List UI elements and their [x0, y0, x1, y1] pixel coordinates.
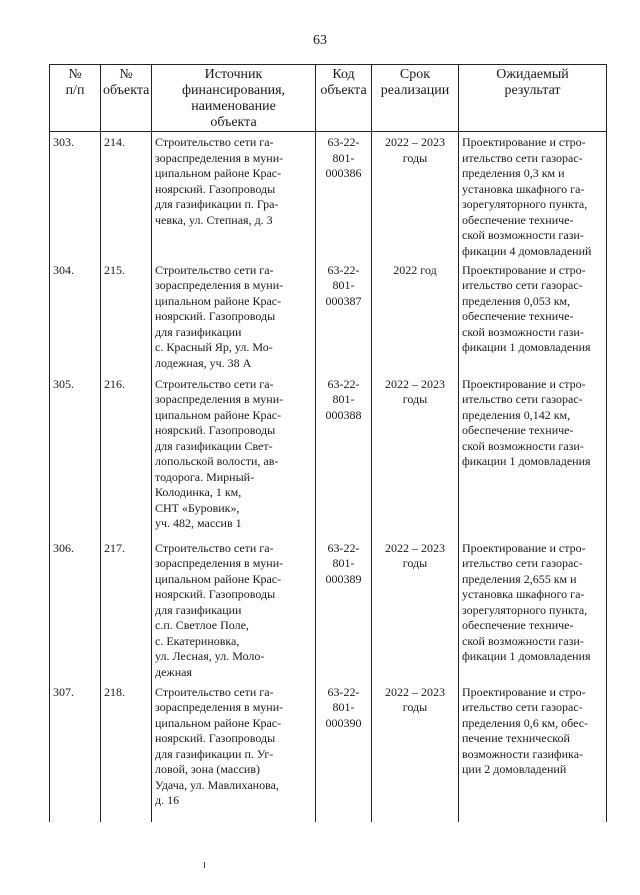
result-cell-line: обеспечение техниче- — [462, 212, 574, 227]
result-cell-line: установка шкафного га- — [462, 181, 585, 196]
object-code-cell-line: 801- — [332, 700, 355, 714]
term-cell-line: годы — [402, 392, 428, 406]
source-cell-line: Удача, ул. Мавлиханова, — [155, 777, 279, 792]
object-code-cell — [316, 132, 372, 260]
source-cell-line: зораспределения в муни- — [155, 278, 284, 292]
table-row — [50, 260, 607, 374]
object-code-cell-line: 801- — [332, 556, 355, 570]
object-code-cell-line: 801- — [332, 392, 355, 406]
result-cell-line: ительство сети газорас- — [462, 150, 583, 165]
source-cell-line: тодорога. Мирный- — [155, 469, 255, 484]
result-cell-line: пределения 0,3 км и — [462, 166, 565, 180]
result-cell-line: пределения 0,6 км, обес- — [462, 715, 589, 730]
table-row — [50, 682, 607, 822]
result-cell-line: ской возможности гази- — [462, 324, 584, 339]
source-cell-line: для газификации — [155, 602, 242, 617]
object-code-cell — [316, 260, 372, 374]
result-cell-line: ции 2 домовладений — [462, 762, 567, 776]
page-number: 63 — [313, 33, 327, 48]
source-cell-line: для газификации п. Уг- — [155, 746, 274, 761]
result-cell-line: фикации 1 домовладения — [462, 340, 591, 354]
object-code-cell — [316, 538, 372, 682]
result-cell-line: зорегуляторного пункта, — [462, 602, 588, 617]
object-code-cell-line: 000388 — [325, 407, 362, 422]
source-cell-line: ципальном районе Крас- — [155, 407, 282, 422]
source-cell-line: лопольской волости, ав- — [155, 454, 279, 468]
source-cell-line: ул. Лесная, ул. Моло- — [155, 649, 265, 663]
object-code-cell-line: 63-22- — [327, 684, 360, 699]
result-cell-line: пределения 0,053 км, — [462, 293, 571, 308]
term-cell-line: 2022 – 2023 — [385, 540, 445, 555]
term-cell-line: 2022 – 2023 — [385, 376, 445, 391]
result-cell-line: фикации 1 домовладения — [462, 454, 591, 468]
source-cell-line: ноярский. Газопроводы — [155, 181, 276, 196]
source-cell-line: СНТ «Буровик», — [155, 500, 240, 515]
row-number-cell-text: 307. — [53, 684, 74, 699]
source-cell-line: с. Екатериновка, — [155, 633, 240, 648]
object-code-cell — [316, 682, 372, 822]
result-cell-line: пределения 2,655 км и — [462, 571, 577, 586]
source-cell — [152, 374, 316, 538]
source-cell-line: Строительство сети га- — [155, 376, 274, 391]
term-cell — [372, 538, 459, 682]
term-cell-line: 2022 – 2023 — [385, 684, 445, 699]
header-num: № п/п — [50, 65, 101, 132]
row-number-cell — [50, 374, 101, 538]
result-cell — [459, 682, 607, 822]
source-cell-line: для газификации п. Гра- — [155, 197, 279, 211]
result-cell-line: фикации 1 домовладения — [462, 649, 591, 663]
result-cell-line: ской возможности гази- — [462, 228, 584, 242]
table-row — [50, 374, 607, 538]
object-code-cell-line: 000389 — [325, 571, 362, 586]
header-result: Ожидаемый результат — [459, 65, 607, 132]
result-cell-line: ской возможности гази- — [462, 438, 584, 453]
source-cell-line: д. 16 — [155, 793, 180, 807]
object-number-cell — [101, 538, 152, 682]
object-number-cell-text: 216. — [104, 376, 125, 391]
term-cell-line: годы — [402, 700, 428, 714]
result-cell — [459, 132, 607, 260]
source-cell-line: чевка, ул. Степная, д. 3 — [155, 212, 273, 227]
source-cell — [152, 538, 316, 682]
source-cell-line: зораспределения в муни- — [155, 150, 284, 165]
result-cell-line: пределения 0,142 км, — [462, 407, 571, 422]
result-cell — [459, 538, 607, 682]
object-code-cell-line: 63-22- — [327, 540, 360, 555]
result-cell-line: ительство сети газорас- — [462, 556, 583, 570]
result-cell-line: ительство сети газорас- — [462, 278, 583, 292]
object-code-cell-line: 000387 — [325, 293, 362, 308]
result-cell-line: печение технической — [462, 731, 570, 745]
source-cell-line: с. Красный Яр, ул. Мо- — [155, 340, 273, 354]
object-code-cell-line: 000386 — [325, 166, 362, 180]
result-cell-line: Проектирование и стро- — [462, 135, 586, 149]
result-cell-line: Проектирование и стро- — [462, 262, 586, 277]
row-number-cell-text: 305. — [53, 376, 74, 391]
object-number-cell — [101, 260, 152, 374]
object-code-cell-line: 801- — [332, 278, 355, 292]
source-cell-line: ципальном районе Крас- — [155, 166, 282, 180]
row-number-cell — [50, 538, 101, 682]
object-code-cell-line: 000390 — [325, 715, 362, 730]
header-code: Код объекта — [316, 65, 372, 132]
source-cell-line: Строительство сети га- — [155, 684, 274, 699]
result-cell-line: обеспечение техниче- — [462, 618, 574, 632]
object-number-cell-text: 214. — [104, 135, 125, 149]
source-cell-line: Строительство сети га- — [155, 135, 274, 149]
source-cell-line: лодежная, уч. 38 А — [155, 355, 252, 370]
result-cell-line: возможности газифика- — [462, 746, 584, 761]
source-cell-line: для газификации Свет- — [155, 438, 273, 453]
source-cell-line: зораспределения в муни- — [155, 700, 284, 714]
source-cell-line: ноярский. Газопроводы — [155, 309, 276, 323]
result-cell-line: Проектирование и стро- — [462, 684, 586, 699]
object-code-cell — [316, 374, 372, 538]
source-cell — [152, 132, 316, 260]
object-code-cell-line: 63-22- — [327, 135, 360, 149]
row-number-cell-text: 304. — [53, 262, 74, 277]
table-row — [50, 538, 607, 682]
term-cell — [372, 682, 459, 822]
term-cell — [372, 132, 459, 260]
object-code-cell-line: 63-22- — [327, 262, 360, 277]
result-cell-line: Проектирование и стро- — [462, 376, 586, 391]
term-cell-line: годы — [402, 150, 428, 165]
source-cell-line: дежная — [155, 664, 192, 679]
result-cell — [459, 374, 607, 538]
source-cell-line: для газификации — [155, 324, 242, 339]
source-cell-line: ноярский. Газопроводы — [155, 731, 276, 745]
row-number-cell — [50, 682, 101, 822]
object-code-cell-line: 801- — [332, 150, 355, 165]
result-cell-line: обеспечение техниче- — [462, 423, 574, 437]
result-cell-line: зорегуляторного пункта, — [462, 197, 588, 211]
source-cell-line: Строительство сети га- — [155, 540, 274, 555]
object-number-cell — [101, 132, 152, 260]
result-cell-line: обеспечение техниче- — [462, 309, 574, 323]
header-term: Срок реализации — [372, 65, 459, 132]
source-cell-line: зораспределения в муни- — [155, 556, 284, 570]
objects-table — [49, 64, 607, 822]
result-cell-line: ской возможности гази- — [462, 633, 584, 648]
header-object-number: № объекта — [101, 65, 152, 132]
term-cell-line: 2022 год — [393, 262, 437, 277]
row-number-cell — [50, 260, 101, 374]
term-cell — [372, 260, 459, 374]
source-cell-line: Колодинка, 1 км, — [155, 485, 242, 499]
object-number-cell-text: 217. — [104, 540, 125, 555]
result-cell-line: установка шкафного га- — [462, 587, 585, 601]
source-cell — [152, 260, 316, 374]
term-cell — [372, 374, 459, 538]
source-cell-line: ноярский. Газопроводы — [155, 587, 276, 601]
object-number-cell-text: 218. — [104, 684, 125, 699]
table-header-row — [50, 65, 607, 132]
source-cell-line: Строительство сети га- — [155, 262, 274, 277]
object-code-cell-line: 63-22- — [327, 376, 360, 391]
term-cell-line: годы — [402, 556, 428, 570]
source-cell-line: ципальном районе Крас- — [155, 571, 282, 586]
object-number-cell-text: 215. — [104, 262, 125, 277]
result-cell — [459, 260, 607, 374]
term-cell-line: 2022 – 2023 — [385, 135, 445, 149]
object-number-cell — [101, 682, 152, 822]
result-cell-line: фикации 4 домовладений — [462, 243, 592, 258]
source-cell-line: ноярский. Газопроводы — [155, 423, 276, 437]
source-cell — [152, 682, 316, 822]
margin-mark — [204, 862, 205, 868]
result-cell-line: Проектирование и стро- — [462, 540, 586, 555]
result-cell-line: ительство сети газорас- — [462, 700, 583, 714]
table-row — [50, 132, 607, 260]
source-cell-line: с.п. Светлое Поле, — [155, 618, 249, 632]
result-cell-line: ительство сети газорас- — [462, 392, 583, 406]
source-cell-line: уч. 482, массив 1 — [155, 516, 242, 530]
row-number-cell-text: 306. — [53, 540, 74, 555]
source-cell-line: ловой, зона (массив) — [155, 762, 260, 776]
object-number-cell — [101, 374, 152, 538]
source-cell-line: ципальном районе Крас- — [155, 293, 282, 308]
source-cell-line: зораспределения в муни- — [155, 392, 284, 406]
source-cell-line: ципальном районе Крас- — [155, 715, 282, 730]
header-source: Источник финансирования, наименование объекта — [152, 65, 316, 132]
row-number-cell — [50, 132, 101, 260]
row-number-cell-text: 303. — [53, 135, 74, 149]
